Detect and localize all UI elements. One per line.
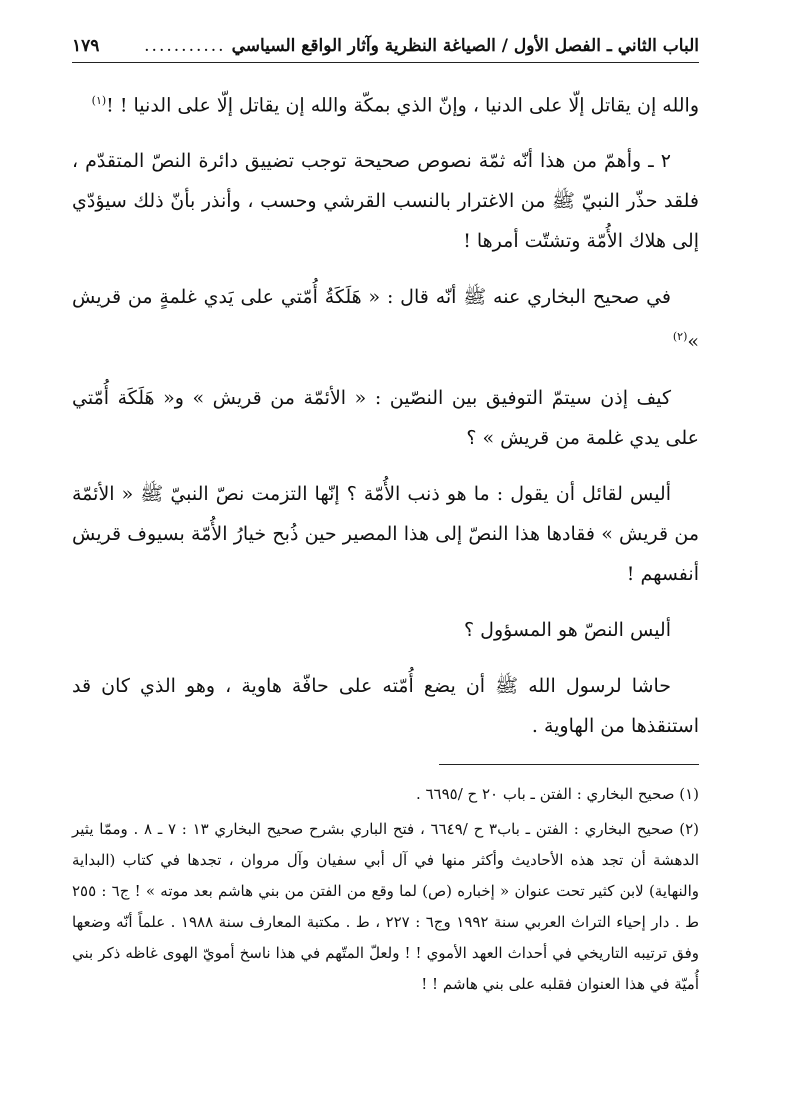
paragraph-1-text: والله إن يقاتل إلّا على الدنيا ، وإنّ الذي بمكّة والله إن يقاتل إلّا على الدنيا ! ! <box>106 94 699 117</box>
chapter-title: الباب الثاني ـ الفصل الأول / الصياغة النظرية وآثار الواقع السياسي <box>231 36 699 56</box>
paragraph-3 <box>72 277 699 361</box>
paragraph-7: حاشا لرسول الله ﷺ أن يضع أُمّته على حافّة هاوية ، وهو الذي كان قد استنقذها من الهاوية . <box>72 674 699 737</box>
paragraph-2: ٢ ـ وأهمّ من هذا أنّه ثمّة نصوص صحيحة توجب تضييق دائرة النصّ المتقدّم ، فلقد حذّر النبيّ ﷺ من الاغترار بالنسب القرشي وحسب ، وأنذر بأنّ ذلك سيؤدّي إلى هلاك الأُمّة وتشتّت أمرها ! <box>72 150 699 253</box>
paragraph-1 <box>72 81 699 125</box>
footnote-ref-1: (١) <box>91 94 107 107</box>
footnote-separator <box>439 764 699 765</box>
page-number: ١٧٩ <box>72 36 100 56</box>
footnote-1: (١) صحيح البخاري : الفتن ـ باب ٢٠ ح /٦٦٩٥ . <box>415 784 699 803</box>
running-header <box>72 36 699 63</box>
dot-leader: ........... <box>144 36 226 56</box>
paragraph-3-text: في صحيح البخاري عنه ﷺ أنّه قال : « هَلَكَةُ أُمّتي على يَدي غلمةٍ من قريش » <box>72 286 699 353</box>
footnote-2: (٢) صحيح البخاري : الفتن ـ باب٣ ح /٦٦٤٩ ، فتح الباري بشرح صحيح البخاري ١٣ : ٧ ـ ٨ . وممّا يثير الدهشة أن تجد هذه الأحاديث وأكثر منها في آل أبي سفيان وآل مروان ، تجدها في كتاب (البداية والنهاية) لابن كثير تحت عنوان « إخباره (ص) لما وقع من الفتن من بني هاشم بعد موته » ! ج٦ : ٢٥٥ ط . دار إحياء التراث العربي سنة ١٩٩٢ وج٦ : ٢٢٧ ، ط . مكتبة المعارف سنة ١٩٨٨ . علماً أنّه وضعها وفق ترتيبه التاريخي في أحداث العهد الأموي ! ! ولعلّ المتّهم في هذا ناسخ أمويّ الهوى غاظه ذكر بني أُميّة في هذا العنوان فقلبه على بني هاشم ! ! <box>72 819 700 993</box>
body-text <box>72 81 699 746</box>
footnote-ref-2: (٢) <box>672 330 688 344</box>
paragraph-4: كيف إذن سيتمّ التوفيق بين النصّين : « الأئمّة من قريش » و« هَلَكَة أُمّتي على يدي غلمة من قريش » ؟ <box>72 386 699 449</box>
footnotes <box>72 779 699 1000</box>
paragraph-5: أليس لقائل أن يقول : ما هو ذنب الأُمّة ؟ إنّها التزمت نصّ النبيّ ﷺ « الأئمّة من قريش » فقادها هذا النصّ إلى هذا المصير حين ذُبح خيارُ الأُمّة بسيوف قريش أنفسهم ! <box>72 482 699 585</box>
paragraph-6: أليس النصّ هو المسؤول ؟ <box>464 618 671 641</box>
book-page <box>72 36 699 1089</box>
